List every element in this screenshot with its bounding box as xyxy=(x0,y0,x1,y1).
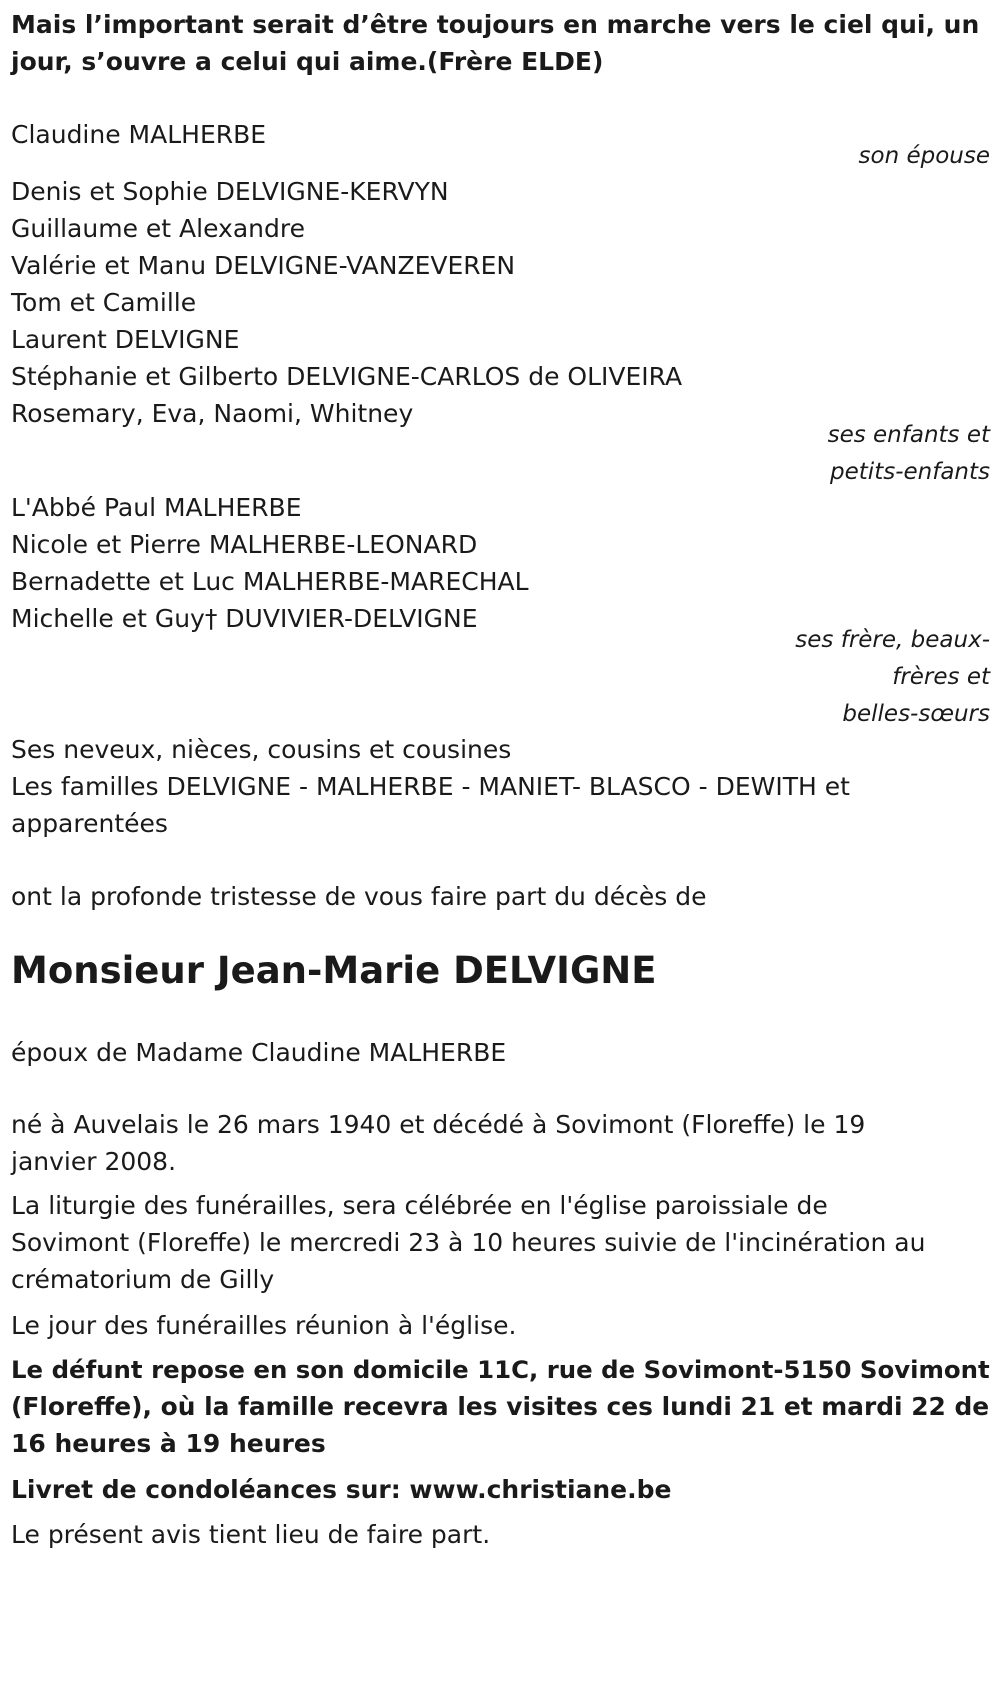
quote-line-1: Mais l’important serait d’être toujours en marche vers le ciel qui, un xyxy=(11,10,980,39)
condolences-text: Livret de condoléances sur: www.christiane.be xyxy=(11,1475,672,1504)
sibling-name: Bernadette et Luc MALHERBE-MARECHAL xyxy=(11,567,529,596)
children-role: petits-enfants xyxy=(830,459,990,485)
visitation-line-1: Le défunt repose en son domicile 11C, rue de Sovimont-5150 Sovimont xyxy=(11,1355,990,1384)
funeral-line-3: crématorium de Gilly xyxy=(11,1265,275,1294)
spouse-role: son épouse xyxy=(858,143,990,169)
siblings-role: belles-sœurs xyxy=(842,701,990,727)
child-name: Guillaume et Alexandre xyxy=(11,214,305,243)
siblings-role: ses frère, beaux- xyxy=(795,627,990,653)
spouse-of-text: époux de Madame Claudine MALHERBE xyxy=(11,1038,507,1067)
child-name: Denis et Sophie DELVIGNE-KERVYN xyxy=(11,177,449,206)
notice-text: Le présent avis tient lieu de faire part. xyxy=(11,1520,491,1549)
deceased-name: Monsieur Jean-Marie DELVIGNE xyxy=(11,949,657,992)
sibling-name: L'Abbé Paul MALHERBE xyxy=(11,493,302,522)
sibling-name: Nicole et Pierre MALHERBE-LEONARD xyxy=(11,530,478,559)
relatives-line-3: apparentées xyxy=(11,809,168,838)
quote-line-2: jour, s’ouvre a celui qui aime.(Frère ELDE) xyxy=(11,47,604,76)
children-role: ses enfants et xyxy=(827,422,990,448)
funeral-line-2: Sovimont (Floreffe) le mercredi 23 à 10 heures suivie de l'incinération au xyxy=(11,1228,926,1257)
funeral-meeting: Le jour des funérailles réunion à l'église. xyxy=(11,1311,517,1340)
visitation-line-2: (Floreffe), où la famille recevra les visites ces lundi 21 et mardi 22 de xyxy=(11,1392,990,1421)
birth-death-line-1: né à Auvelais le 26 mars 1940 et décédé à Sovimont (Floreffe) le 19 xyxy=(11,1110,866,1139)
child-name: Valérie et Manu DELVIGNE-VANZEVEREN xyxy=(11,251,516,280)
sibling-name: Michelle et Guy† DUVIVIER-DELVIGNE xyxy=(11,604,478,633)
child-name: Laurent DELVIGNE xyxy=(11,325,240,354)
birth-death-line-2: janvier 2008. xyxy=(11,1147,177,1176)
visitation-line-3: 16 heures à 19 heures xyxy=(11,1429,326,1458)
relatives-line-1: Ses neveux, nièces, cousins et cousines xyxy=(11,735,512,764)
announcement-text: ont la profonde tristesse de vous faire part du décès de xyxy=(11,882,707,911)
siblings-role: frères et xyxy=(892,664,990,690)
child-name: Stéphanie et Gilberto DELVIGNE-CARLOS de OLIVEIRA xyxy=(11,362,683,391)
child-name: Rosemary, Eva, Naomi, Whitney xyxy=(11,399,414,428)
child-name: Tom et Camille xyxy=(11,288,197,317)
spouse-name: Claudine MALHERBE xyxy=(11,120,267,149)
relatives-line-2: Les familles DELVIGNE - MALHERBE - MANIET- BLASCO - DEWITH et xyxy=(11,772,850,801)
funeral-line-1: La liturgie des funérailles, sera célébrée en l'église paroissiale de xyxy=(11,1191,828,1220)
